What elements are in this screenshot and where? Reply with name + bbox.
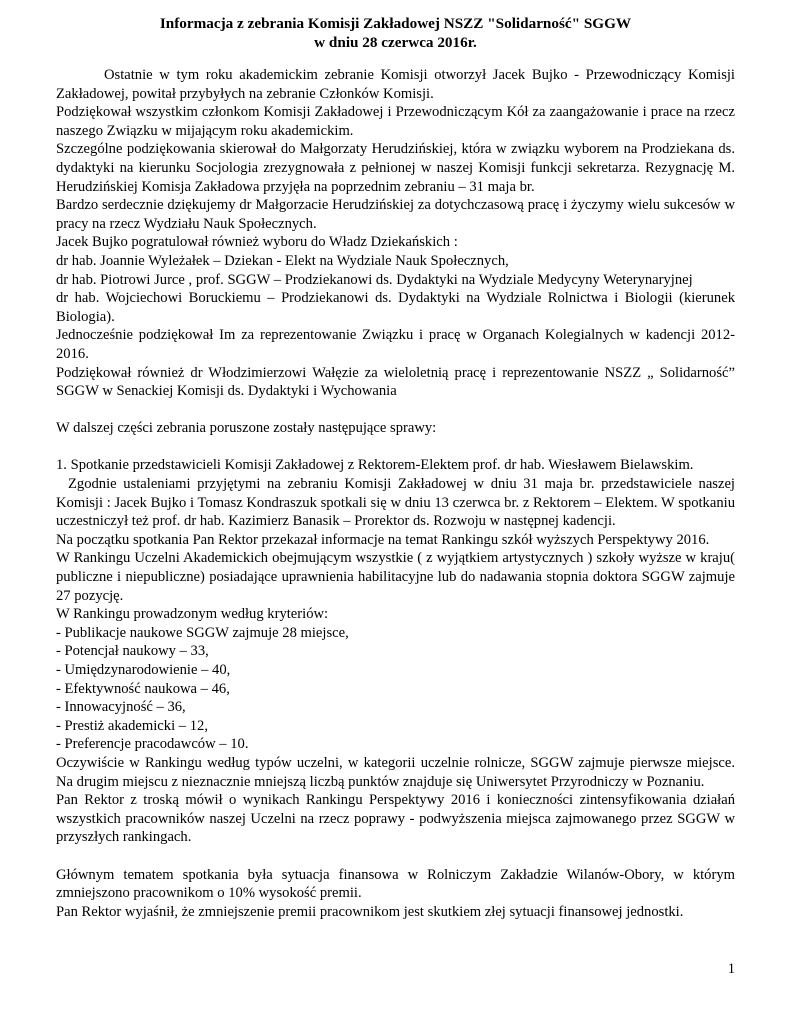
document-title: [56, 14, 735, 52]
spacer: [56, 401, 735, 420]
paragraph-opening: Ostatnie w tym roku akademickim zebranie Komisji otworzył Jacek Bujko - Przewodniczący Komisji Zakładowej, powitał przybyłych na zebranie Członków Komisji.: [56, 67, 735, 102]
title-line-2: w dniu 28 czerwca 2016r.: [314, 34, 477, 51]
list-item: - Innowacyjność – 36,: [56, 699, 186, 716]
paragraph-vice-dean-bio: dr hab. Wojciechowi Boruckiemu – Prodziekanowi ds. Dydaktyki na Wydziale Rolnictwa i Biologii (kierunek Biologia).: [56, 290, 735, 325]
ranking-criteria-list: [56, 624, 735, 754]
paragraph-representation: Jednocześnie podziękował Im za reprezentowanie Związku i pracę w Organach Kolegialnych w kadencji 2012-2016.: [56, 327, 735, 362]
paragraph-ranking-position: W Rankingu Uczelni Akademickich obejmującym wszystkie ( z wyjątkiem artystycznych ) szkoły wyższe w kraju( publiczne i niepubliczne) posiadające uprawnienia habilitacyjne lub do nadawania stopnia doktora SGGW zajmuje 27 pozycję.: [56, 550, 735, 604]
spacer: [56, 438, 735, 457]
paragraph-gratitude: Bardzo serdecznie dziękujemy dr Małgorzacie Herudzińskiej za dotychczasową pracę i życzymy wielu sukcesów w pracy na rzecz Wydziału Nauk Społecznych.: [56, 197, 735, 232]
list-item: - Publikacje naukowe SGGW zajmuje 28 miejsce,: [56, 624, 349, 641]
list-item: - Potencjał naukowy – 33,: [56, 643, 209, 660]
title-line-1: Informacja z zebrania Komisji Zakładowej NSZZ "Solidarność" SGGW: [159, 15, 632, 32]
list-item: - Prestiż akademicki – 12,: [56, 717, 208, 734]
paragraph-main-topic: Głównym tematem spotkania była sytuacja finansowa w Rolniczym Zakładzie Wilanów-Obory, w którym zmniejszono pracownikom o 10% wysokość premii.: [56, 866, 735, 902]
list-item: - Efektywność naukowa – 46,: [56, 680, 230, 697]
list-item: - Umiędzynarodowienie – 40,: [56, 662, 231, 678]
paragraph-rector-concern: Pan Rektor z troską mówił o wynikach Rankingu Perspektywy 2016 i konieczności zintensyfikowania działań wszystkich pracowników naszej Uczelni na rzecz poprawy - podwyższenia miejsca zajmowanego przez SGGW w przyszłych rankingach.: [56, 792, 735, 846]
paragraph-agricultural-category: Oczywiście w Rankingu według typów uczelni, w kategorii uczelnie rolnicze, SGGW zajmuje pierwsze miejsce. Na drugim miejscu z nieznacznie mniejszą liczbą punktów znajduje się Uniwersytet Przyrodniczy w Poznaniu.: [56, 754, 735, 790]
paragraph-vice-dean-vet: dr hab. Piotrowi Jurce , prof. SGGW – Prodziekanowi ds. Dydaktyki na Wydziale Medycyny Weterynaryjnej: [56, 271, 693, 288]
paragraph-special-thanks: Szczególne podziękowania skierował do Małgorzaty Herudzińskiej, która w związku wyborem na Prodziekana ds. dydaktyki na kierunku Socjologia zrezygnowała z pełnionej w naszej Komisji funkcji sekretarza. Rezygnację M. Herudzińskiej Komisja Zakładowa przyjęła na poprzednim zebraniu – 31 maja br.: [56, 141, 735, 195]
paragraph-congratulations: Jacek Bujko pogratulował również wyboru do Władz Dziekańskich :: [56, 234, 458, 251]
paragraph-ranking-intro: Na początku spotkania Pan Rektor przekazał informacje na temat Rankingu szkół wyższych Perspektywy 2016.: [56, 531, 710, 548]
paragraph-dean-elect: dr hab. Joannie Wyleżałek – Dziekan - Elekt na Wydziale Nauk Społecznych,: [56, 252, 509, 269]
paragraph-item-1-heading: 1. Spotkanie przedstawicieli Komisji Zakładowej z Rektorem-Elektem prof. dr hab. Wiesławem Bielawskim.: [56, 457, 694, 474]
paragraph-thanks: Podziękował wszystkim członkom Komisji Zakładowej i Przewodniczącym Kół za zaangażowanie i prace na rzecz naszego Związku w mijającym roku akademickim.: [56, 104, 735, 139]
list-item: - Preferencje pracodawców – 10.: [56, 736, 249, 753]
paragraph-meeting-details: Zgodnie ustaleniami przyjętymi na zebraniu Komisji Zakładowej w dniu 31 maja br. przedstawiciele naszej Komisji : Jacek Bujko i Tomasz Kondraszuk spotkali się w dniu 13 czerwca br. z Rektorem – Elektem. W spotkaniu uczestniczył też prof. dr hab. Kazimierz Banasik – Prorektor ds. Rozwoju w następnej kadencji.: [56, 476, 735, 530]
paragraph-senate-committee: Podziękował również dr Włodzimierzowi Wałęzie za wieloletnią pracę i reprezentowanie NSZZ „ Solidarność” SGGW w Senackiej Komisji ds. Dydaktyki i Wychowania: [56, 364, 735, 400]
page-number: 1: [727, 961, 735, 977]
spacer: [56, 847, 735, 866]
paragraph-ranking-criteria: W Rankingu prowadzonym według kryteriów:: [56, 606, 329, 623]
paragraph-agenda-intro: W dalszej części zebrania poruszone zostały następujące sprawy:: [56, 420, 437, 437]
paragraph-rector-explanation: Pan Rektor wyjaśnił, że zmniejszenie premii pracownikom jest skutkiem złej sytuacji finansowej jednostki.: [56, 903, 684, 920]
